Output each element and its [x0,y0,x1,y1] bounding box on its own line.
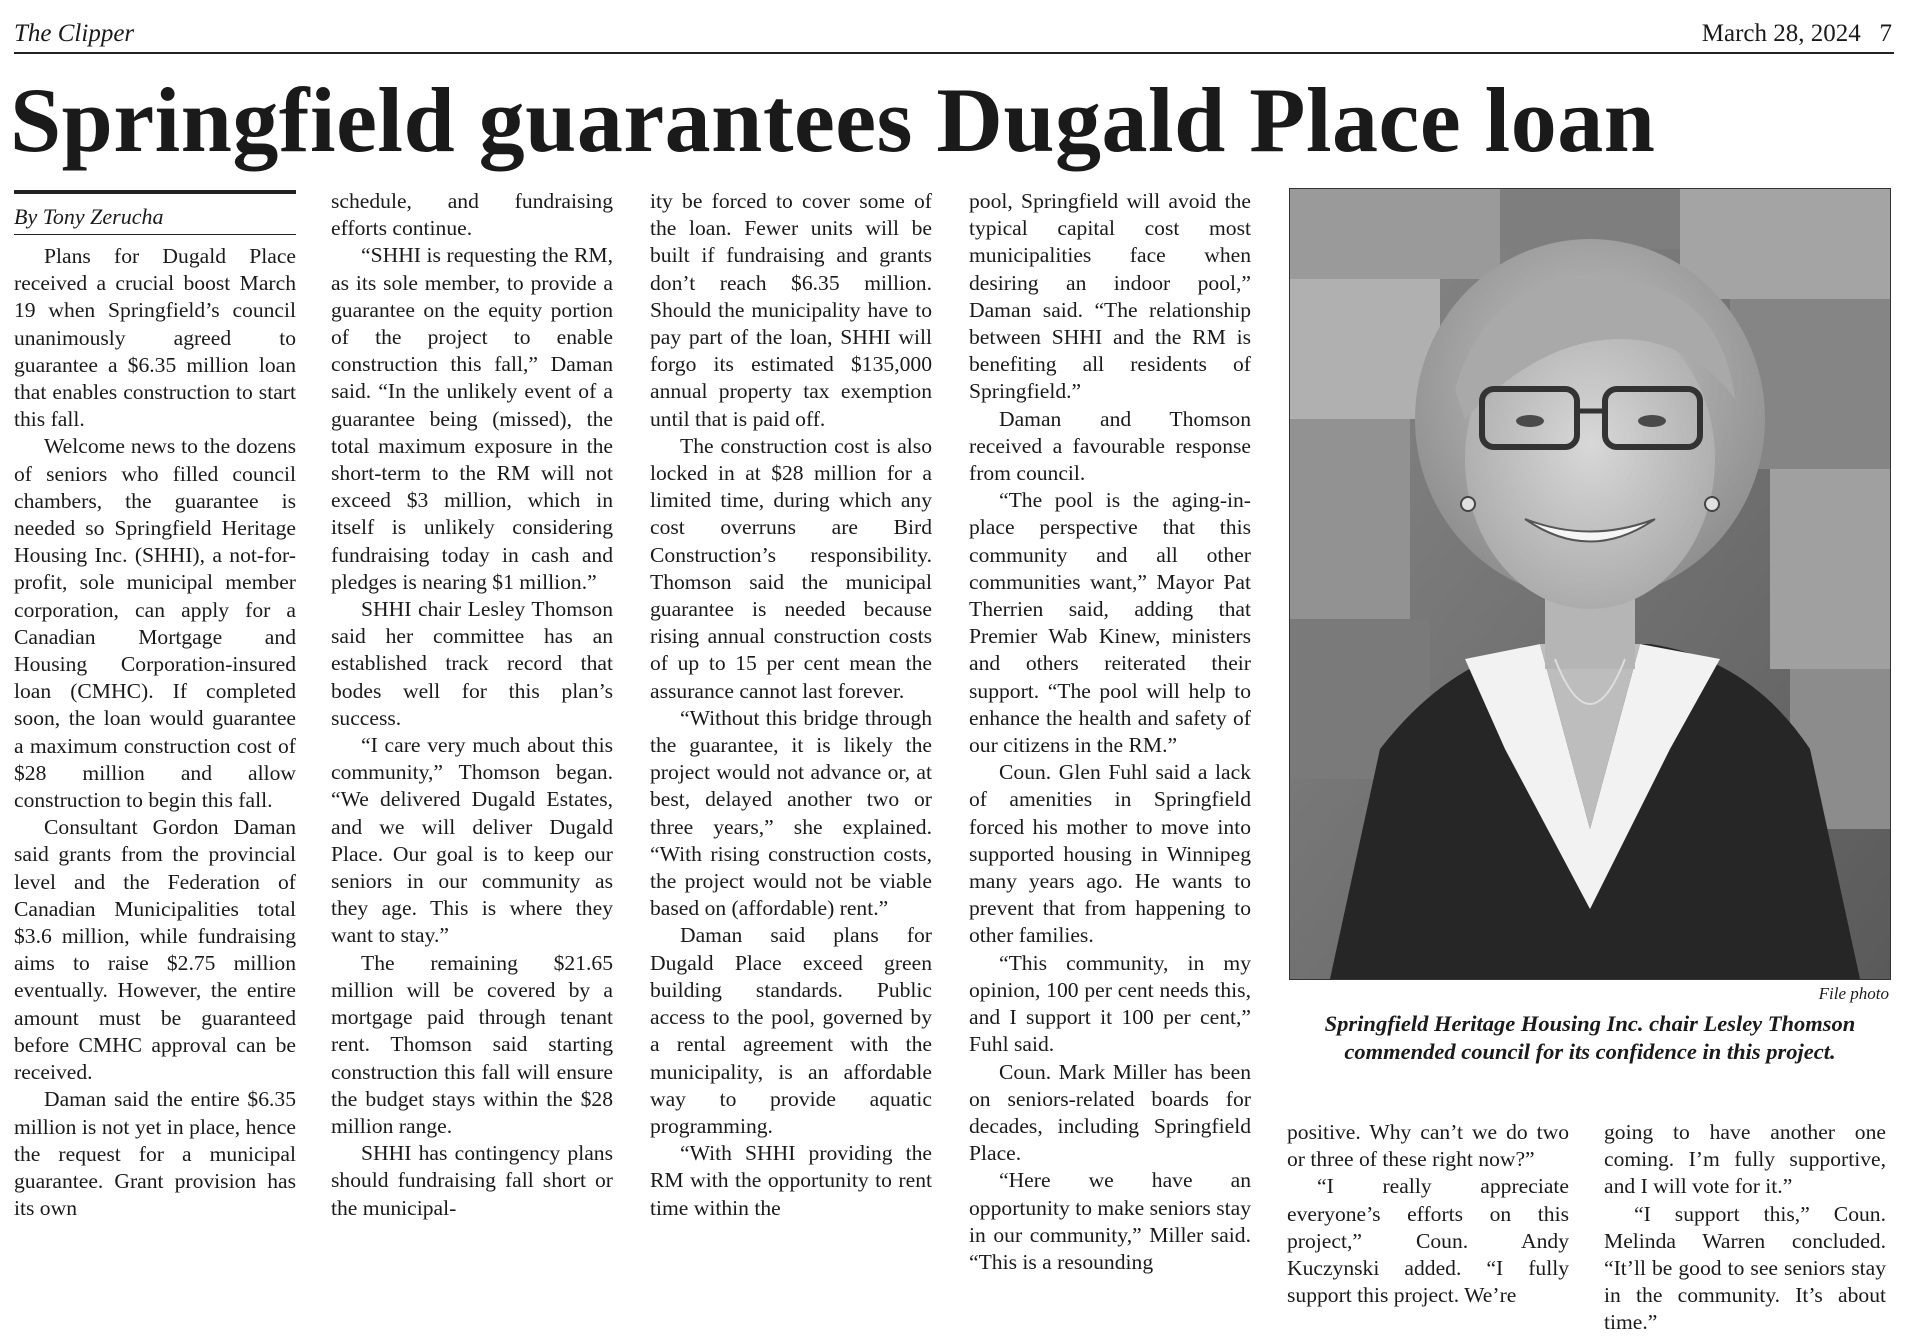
paragraph: Daman said the entire $6.35 million is not yet in place, hence the request for a municipal guarantee. Grant provision has its own [14,1087,296,1221]
paragraph: Consultant Gordon Daman said grants from the provincial level and the Federation of Canadian Municipalities total $3.6 million, while fundraising aims to raise $2.75 million eventually. However, the entire amount must be guaranteed before CMHC approval can be received. [14,815,296,1085]
issue-date-page: March 28, 2024 7 [1701,20,1892,47]
paragraph: Daman said plans for Dugald Place exceed green building standards. Public access to the pool, governed by a rental agreement with the municipality, is an affordable way to provide aquatic programming. [650,923,932,1138]
paragraph: Welcome news to the dozens of seniors who filled council chambers, the guarantee is needed so Springfield Heritage Housing Inc. (SHHI), a not-for-profit, sole municipal member corporation, can apply for a Canadian Mortgage and Housing Corporation-insured loan (CMHC). If completed soon, the loan would guarantee a maximum construction cost of $28 million and allow construction to begin this fall. [14,434,296,813]
paragraph: “SHHI is requesting the RM, as its sole member, to provide a guarantee on the equity portion of the project to enable construction this fall,” Daman said. “In the unlikely event of a guarantee being (missed), the total maximum exposure in the short-term to the RM will not exceed $3 million, which in itself is unlikely considering fundraising today in cash and pledges is nearing $1 million.” [331,243,613,594]
byline: By Tony Zerucha [14,202,296,235]
paragraph: “I care very much about this community,” Thomson began. “We delivered Dugald Estates, and we will deliver Dugald Place. Our goal is to keep our seniors in our community as they age. This is where they want to stay.” [331,733,613,948]
paragraph: going to have another one coming. I’m fully supportive, and I will vote for it.” [1604,1120,1886,1199]
paragraph: SHHI has contingency plans should fundraising fall short or the municipal- [331,1141,613,1220]
paragraph: “The pool is the aging-in-place perspective that this community and all other communities want,” Mayor Pat Therrien said, adding that Premier Wab Kinew, ministers and others reiterated their support. “The pool will help to enhance the health and safety of our citizens in the RM.” [969,488,1251,758]
paragraph: schedule, and fundraising efforts continue. [331,189,613,241]
headline: Springfield guarantees Dugald Place loan [10,69,1656,171]
paragraph: SHHI chair Lesley Thomson said her committee has an established track record that bodes well for this plan’s success. [331,597,613,730]
paragraph: Coun. Mark Miller has been on seniors-related boards for decades, including Springfield Place. [969,1059,1251,1166]
photo-caption: Springfield Heritage Housing Inc. chair Lesley Thomson commended council for its confidence in this project. [1324,1011,1856,1064]
paragraph: “This community, in my opinion, 100 per cent needs this, and I support it 100 per cent,” Fuhl said. [969,950,1251,1057]
masthead [14,18,1894,54]
paragraph: The remaining $21.65 million will be covered by a mortgage paid through tenant rent. Thomson said starting construction this fall will ensure the budget stays within the $28 million range. [331,950,613,1138]
article-column-1 [14,188,296,1222]
paragraph: “I support this,” Coun. Melinda Warren concluded. “It’ll be good to see seniors stay in the community. It’s about time.” [1604,1201,1886,1335]
paragraph: Daman and Thomson received a favourable response from council. [969,406,1251,486]
article-column-5 [1287,1119,1569,1309]
portrait-image [1290,189,1890,979]
paragraph: ity be forced to cover some of the loan. Fewer units will be built if fundraising and grants don’t reach $6.35 million. Should the municipality have to pay part of the loan, SHHI will forgo its estimated $135,000 annual property tax exemption until that is paid off. [650,189,932,431]
article-column-4 [969,188,1251,1276]
paragraph: The construction cost is also locked in at $28 million for a limited time, during which any cost overruns are Bird Construction’s responsibility. Thomson said the municipal guarantee is needed because rising annual construction costs of up to 15 per cent mean the assurance cannot last forever. [650,433,932,703]
paragraph: “Here we have an opportunity to make seniors stay in our community,” Miller said. “This is a resounding [969,1168,1251,1274]
portrait-photo [1289,188,1891,980]
paragraph: pool, Springfield will avoid the typical capital cost most municipalities face when desiring an indoor pool,” Daman said. “The relationship between SHHI and the RM is benefiting all residents of Springfield.” [969,189,1251,404]
paragraph: Coun. Glen Fuhl said a lack of amenities in Springfield forced his mother to move into supported housing in Winnipeg many years ago. He wants to prevent that from happening to other families. [969,760,1251,948]
paragraph: “Without this bridge through the guarantee, it is likely the project would not advance or, at best, delayed another two or three years,” she explained. “With rising construction costs, the project would not be viable based on (affordable) rent.” [650,705,932,921]
publication-name: The Clipper [14,20,135,47]
article-column-3 [650,188,932,1222]
article-column-6 [1604,1119,1886,1337]
article-column-2 [331,188,613,1222]
paragraph: “With SHHI providing the RM with the opportunity to rent time within the [650,1141,932,1220]
paragraph: Plans for Dugald Place received a crucial boost March 19 when Springfield’s council unanimously agreed to guarantee a $6.35 million loan that enables construction to start this fall. [14,244,296,432]
photo-credit: File photo [1818,984,1889,1003]
byline-rule [14,190,296,194]
paragraph: positive. Why can’t we do two or three of these right now?” [1287,1120,1569,1172]
paragraph: “I really appreciate everyone’s efforts on this project,” Coun. Andy Kuczynski added. “I fully support this project. We’re [1287,1174,1569,1308]
